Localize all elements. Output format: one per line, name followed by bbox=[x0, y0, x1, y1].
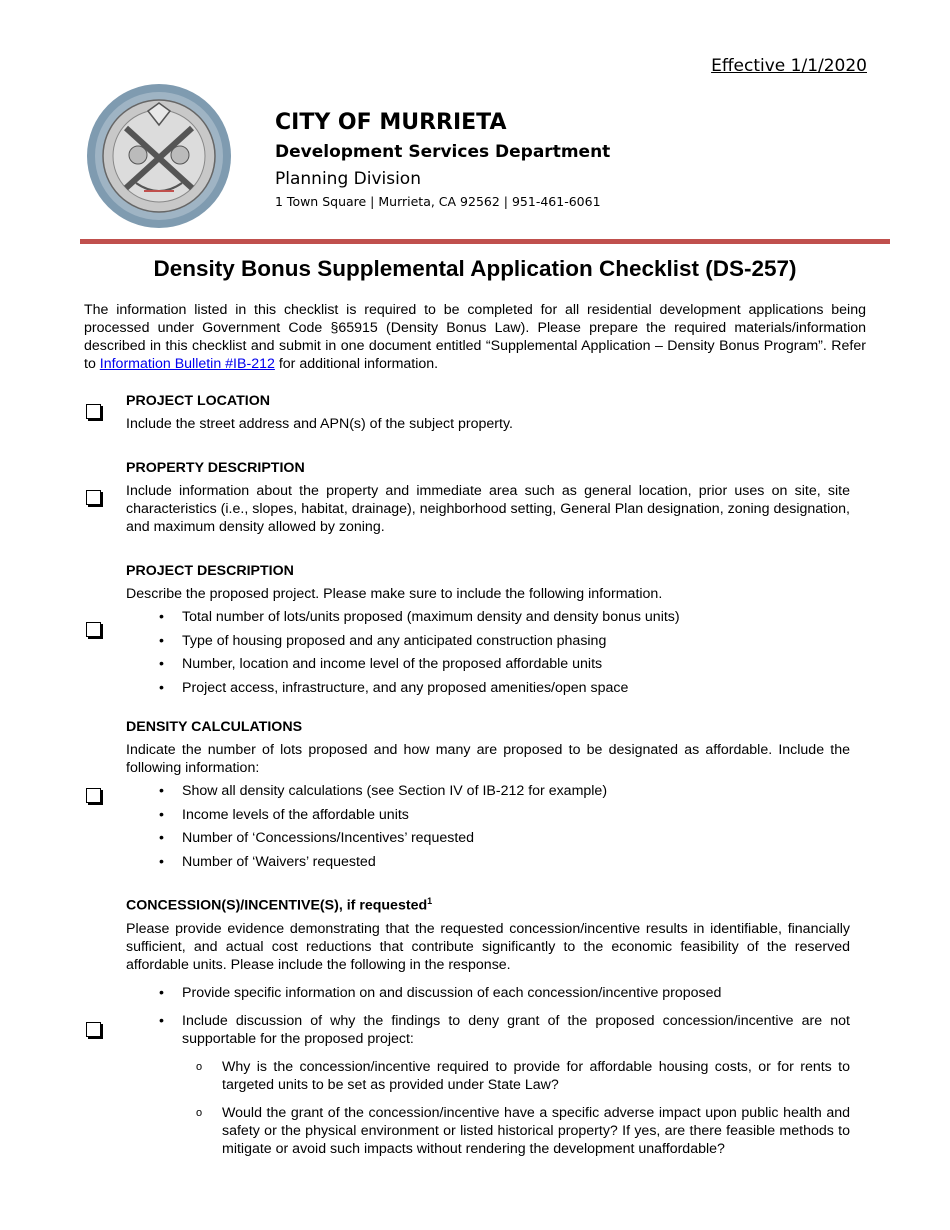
section-body: Indicate the number of lots proposed and how many are proposed to be designated as affordable. Include the following information: bbox=[126, 742, 850, 776]
sub-list-item: o Would the grant of the concession/incentive have a specific adverse impact upon public health and safety or the physical environment or listed historical property? If yes, are there feasible methods to mitigate or avoid such impacts without rendering the development unaffordable? bbox=[222, 1104, 850, 1158]
section-body: Describe the proposed project. Please make sure to include the following information. bbox=[126, 586, 663, 602]
header-divider bbox=[80, 239, 890, 244]
section-project-description bbox=[126, 562, 850, 702]
list-item: • Total number of lots/units proposed (maximum density and density bonus units) bbox=[182, 608, 850, 626]
information-bulletin-link[interactable]: Information Bulletin #IB-212 bbox=[99, 356, 275, 372]
sub-list-item: o Why is the concession/incentive required to provide for affordable housing costs, or for rents to targeted units to be set as provided under State Law? bbox=[222, 1058, 850, 1094]
section-heading-text: CONCESSION(S)/INCENTIVE(S), if requested bbox=[126, 897, 428, 914]
division-name: Planning Division bbox=[275, 169, 421, 189]
checkbox-project-description[interactable] bbox=[86, 622, 101, 637]
footnote-marker: 1 bbox=[427, 896, 433, 906]
section-heading: DENSITY CALCULATIONS bbox=[126, 719, 303, 735]
city-name: CITY OF MURRIETA bbox=[275, 110, 507, 135]
section-concessions bbox=[126, 892, 850, 1168]
list-item: • Income levels of the affordable units bbox=[182, 806, 850, 824]
checkbox-project-location[interactable] bbox=[86, 404, 101, 419]
city-seal-logo bbox=[86, 83, 232, 229]
list-item: • Provide specific information on and discussion of each concession/incentive proposed bbox=[182, 984, 850, 1002]
intro-text: The information listed in this checklist is required to be completed for all residential development applications being processed under Government Code §65915 (Density Bonus Law). Please prepare the required materials/information described in this checklist and submit in one document entitled “Supplemental Application – Density Bonus Program”. Refer to bbox=[84, 302, 866, 372]
section-body: Include information about the property and immediate area such as general location, prior uses on site, site characteristics (i.e., slopes, habitat, drainage), neighborhood setting, General Plan designation, zoning designation, and maximum density allowed by zoning. bbox=[126, 483, 850, 535]
intro-text-end: for additional information. bbox=[274, 356, 439, 372]
section-heading: PROJECT DESCRIPTION bbox=[126, 563, 294, 579]
checkbox-property-description[interactable] bbox=[86, 490, 101, 505]
list-item: • Type of housing proposed and any anticipated construction phasing bbox=[182, 632, 850, 650]
requirement-list bbox=[126, 608, 850, 697]
checkbox-concessions[interactable] bbox=[86, 1022, 101, 1037]
section-density-calculations bbox=[126, 718, 850, 876]
document-title: Density Bonus Supplemental Application Checklist (DS-257) bbox=[153, 256, 797, 281]
letterhead bbox=[275, 108, 610, 212]
list-item: • Project access, infrastructure, and any proposed amenities/open space bbox=[182, 679, 850, 697]
department-name: Development Services Department bbox=[275, 142, 611, 162]
list-item-text: Include discussion of why the findings to deny grant of the proposed concession/incentive are not supportable for the proposed project: bbox=[182, 1012, 850, 1047]
list-item: • Number of ‘Waivers’ requested bbox=[182, 853, 850, 871]
list-item bbox=[182, 1012, 850, 1158]
intro-paragraph bbox=[84, 301, 866, 373]
section-heading bbox=[126, 892, 850, 915]
section-property-description bbox=[126, 459, 850, 536]
section-project-location bbox=[126, 392, 850, 433]
effective-date: Effective 1/1/2020 bbox=[711, 56, 867, 76]
section-body: Please provide evidence demonstrating that the requested concession/incentive results in identifiable, financially sufficient, and actual cost reductions that contribute significantly to the economic feasibility of the reserved affordable units. Please include the following in the response. bbox=[126, 920, 850, 973]
section-heading: PROJECT LOCATION bbox=[126, 393, 270, 409]
address-line: 1 Town Square | Murrieta, CA 92562 | 951-461-6061 bbox=[275, 194, 601, 209]
section-heading: PROPERTY DESCRIPTION bbox=[126, 460, 305, 476]
list-item: • Number of ‘Concessions/Incentives’ requested bbox=[182, 829, 850, 847]
list-item: • Show all density calculations (see Section IV of IB-212 for example) bbox=[182, 782, 850, 800]
checkbox-density-calculations[interactable] bbox=[86, 788, 101, 803]
requirement-list bbox=[126, 782, 850, 871]
list-item: • Number, location and income level of the proposed affordable units bbox=[182, 655, 850, 673]
requirement-list bbox=[126, 984, 850, 1158]
section-body: Include the street address and APN(s) of the subject property. bbox=[126, 416, 513, 432]
sub-question-list bbox=[182, 1058, 850, 1158]
